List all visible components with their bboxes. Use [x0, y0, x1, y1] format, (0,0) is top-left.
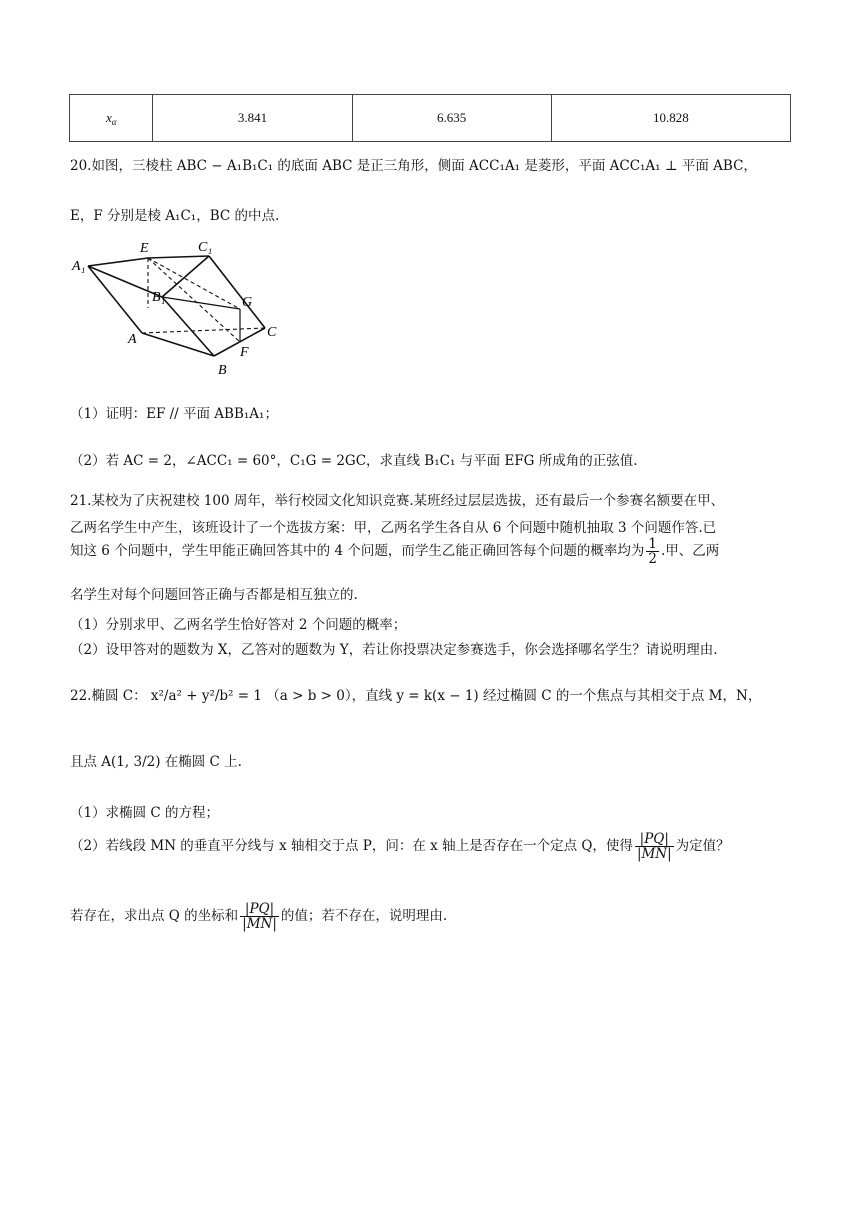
half-fraction [646, 537, 659, 566]
label-A: A [128, 332, 137, 347]
critical-value-table [69, 94, 791, 142]
label-G: G [242, 295, 253, 310]
table-cell: 6.635 [352, 95, 551, 142]
q20-part2: （2）若 AC = 2，∠ACC₁ = 60°，C₁G = 2GC，求直线 B₁C₁ 与平面 EFG 所成角的正弦值. [70, 453, 638, 469]
q21-part1: （1）分别求甲、乙两名学生恰好答对 2 个问题的概率； [70, 617, 407, 633]
ratio-numerator: |PQ| [240, 902, 279, 917]
q22-part3 [70, 902, 447, 931]
table-row [70, 95, 791, 142]
q21-stem-line1: 21.某校为了庆祝建校 100 周年，举行校园文化知识竞赛.某班经过层层选拔，还有最后一个参赛名额要在甲、 [70, 493, 725, 509]
fraction-denominator: 2 [648, 551, 657, 568]
prism-figure [68, 236, 283, 382]
q21-stem-line2: 乙两名学生中产生，该班设计了一个选拔方案：甲，乙两名学生各自从 6 个问题中随机抽取 3 个问题作答.已 [70, 520, 717, 536]
label-B: B [218, 363, 227, 378]
q22-part3-tail: 的值；若不存在，说明理由. [280, 908, 448, 925]
x-symbol: x [105, 109, 112, 125]
label-A1: A₁ [72, 259, 86, 274]
label-B1: B₁ [152, 290, 166, 305]
q21-stem-line3 [70, 537, 719, 566]
ratio-fraction [240, 902, 279, 931]
label-C: C [267, 325, 277, 340]
table-cell: 10.828 [551, 95, 790, 142]
alpha-subscript: α [111, 116, 117, 127]
q22-stem-line2: 且点 A(1, 3/2) 在椭圆 C 上. [70, 754, 242, 770]
table-cell-label [70, 95, 153, 142]
ratio-fraction [635, 832, 674, 861]
label-E: E [140, 241, 149, 256]
q22-suffix: （a > b > 0），直线 y = k(x − 1) 经过椭圆 C 的一个焦点与其相交于点 M，N， [266, 688, 762, 704]
label-F: F [240, 345, 249, 360]
fraction-numerator: 1 [648, 536, 657, 552]
q22-part1: （1）求椭圆 C 的方程； [70, 805, 220, 821]
q22-part3-text: 若存在，求出点 Q 的坐标和 [70, 908, 239, 925]
q20-stem-line1: 20.如图，三棱柱 ABC − A₁B₁C₁ 的底面 ABC 是正三角形，侧面 ACC₁A₁ 是菱形，平面 ACC₁A₁ ⊥ 平面 ABC， [70, 158, 757, 174]
q22-part2-text: （2）若线段 MN 的垂直平分线与 x 轴相交于点 P，问：在 x 轴上是否存在一个定点 Q，使得 [70, 838, 633, 855]
ratio-denominator: |MN| [636, 846, 672, 863]
table-cell: 3.841 [153, 95, 352, 142]
ellipse-equation: x²/a² + y²/b² = 1 [150, 688, 262, 704]
ratio-denominator: |MN| [242, 916, 277, 933]
q22-part2 [70, 832, 730, 861]
ratio-numerator: |PQ| [635, 832, 674, 847]
q20-stem-line2: E，F 分别是棱 A₁C₁，BC 的中点. [70, 208, 280, 224]
label-C1: C₁ [198, 240, 213, 255]
q20-part1: （1）证明：EF // 平面 ABB₁A₁； [70, 406, 278, 422]
q21-line3-tail: .甲、乙两 [660, 543, 720, 560]
q22-stem-line1 [70, 684, 761, 704]
q21-line3-text: 知这 6 个问题中，学生甲能正确回答其中的 4 个问题，而学生乙能正确回答每个问题的概率均为 [70, 543, 645, 560]
q21-stem-line4: 名学生对每个问题回答正确与否都是相互独立的. [70, 587, 358, 603]
q22-part2-tail: 为定值？ [675, 838, 730, 855]
q22-prefix: 22.椭圆 C： [70, 688, 147, 704]
q21-part2: （2）设甲答对的题数为 X，乙答对的题数为 Y，若让你投票决定参赛选手，你会选择哪名学生？请说明理由. [70, 642, 718, 658]
